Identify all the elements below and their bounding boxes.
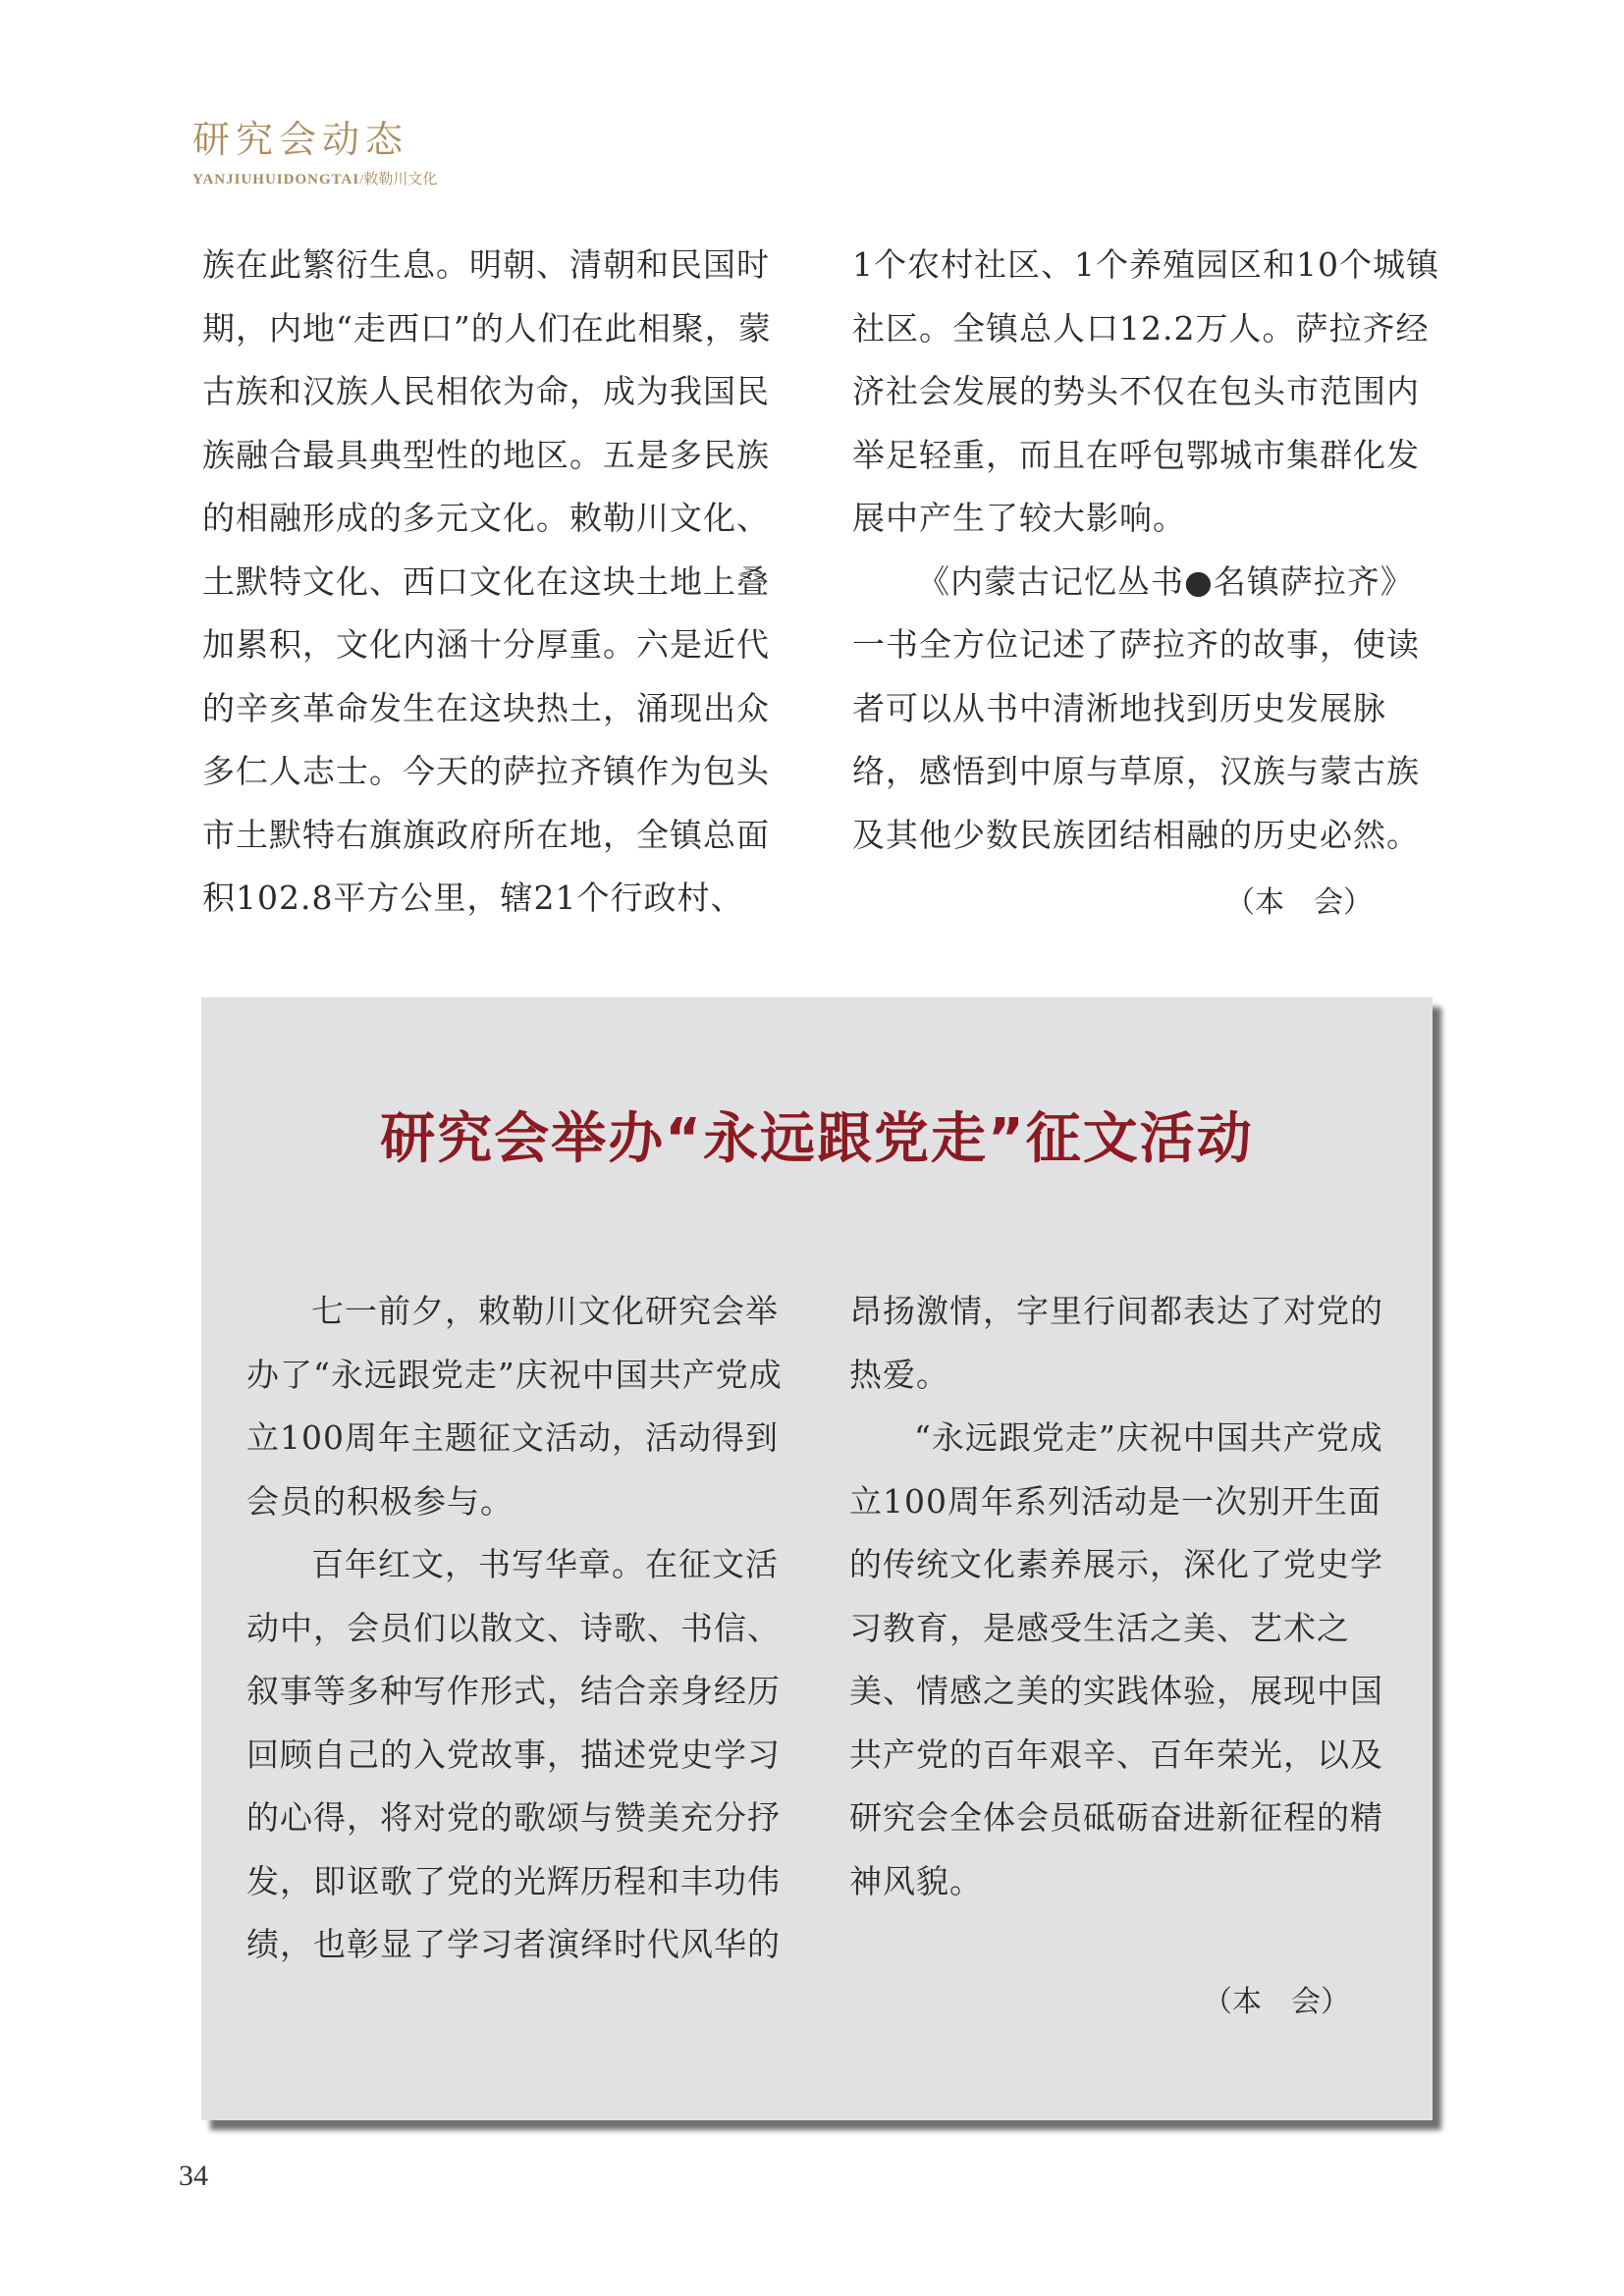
section-subtitle-separator: /: [359, 172, 364, 187]
article2-signature: （本 会）: [1203, 1985, 1350, 2019]
feature-box: [201, 997, 1433, 2120]
article2-paragraph: 昂扬激情，字里行间都表达了对党的热爱。: [849, 1292, 1383, 1394]
article1-signature: （本 会）: [1225, 885, 1373, 920]
section-subtitle-pinyin: YANJIUHUIDONGTAI: [192, 172, 360, 187]
section-subtitle-magazine: 敕勒川文化: [363, 172, 438, 187]
article2-column-right: [849, 1280, 1399, 1913]
article1-paragraph: 1个农村社区、1个养殖园区和10个城镇社区。全镇总人口12.2万人。萨拉齐经济社会发展的势头不仅在包头市范围内举足轻重，而且在呼包鄂城市集群化发展中产生了较大影响。: [852, 245, 1439, 537]
article1-column-right: [852, 234, 1441, 867]
article2-paragraph: “永远跟党走”庆祝中国共产党成立100周年系列活动是一次别开生面的传统文化素养展示，深化了党史学习教育，是感受生活之美、艺术之美、情感之美的实践体验，展现中国共产党的百年艰辛、百年荣光，以及研究会全体会员砥砺奋进新征程的精神风貌。: [849, 1418, 1383, 1900]
running-header: [192, 116, 437, 188]
article1-column-left: [202, 234, 791, 931]
section-title: 研究会动态: [192, 118, 409, 161]
article2-paragraph: 百年红文，书写华章。在征文活动中，会员们以散文、诗歌、书信、叙事等多种写作形式，结合亲身经历回顾自己的入党故事，描述党史学习的心得，将对党的歌颂与赞美充分抒发，即讴歌了党的光辉历程和丰功伟绩，也彰显了学习者演绎时代风华的: [246, 1545, 781, 1963]
article2-title: 研究会举办“永远跟党走”征文活动: [380, 1107, 1254, 1171]
section-subtitle: [192, 171, 437, 188]
article1-paragraph: 族在此繁衍生息。明朝、清朝和民国时期，内地“走西口”的人们在此相聚，蒙古族和汉族人民相依为命，成为我国民族融合最具典型性的地区。五是多民族的相融形成的多元文化。敕勒川文化、土默特文化、西口文化在这块土地上叠加累积，文化内涵十分厚重。六是近代的辛亥革命发生在这块热土，涌现出众多仁人志士。今天的萨拉齐镇作为包头市土默特右旗旗政府所在地，全镇总面积102.8平方公里，辖21个行政村、: [202, 245, 772, 917]
article1-paragraph: 《内蒙古记忆丛书●名镇萨拉齐》一书全方位记述了萨拉齐的故事，使读者可以从书中清淅地找到历史发展脉络，感悟到中原与草原，汉族与蒙古族及其他少数民族团结相融的历史必然。: [852, 561, 1420, 854]
article2-column-left: [246, 1280, 796, 1977]
article2-paragraph: 七一前夕，敕勒川文化研究会举办了“永远跟党走”庆祝中国共产党成立100周年主题征文活动，活动得到会员的积极参与。: [246, 1292, 783, 1521]
page-number: 34: [179, 2160, 208, 2192]
